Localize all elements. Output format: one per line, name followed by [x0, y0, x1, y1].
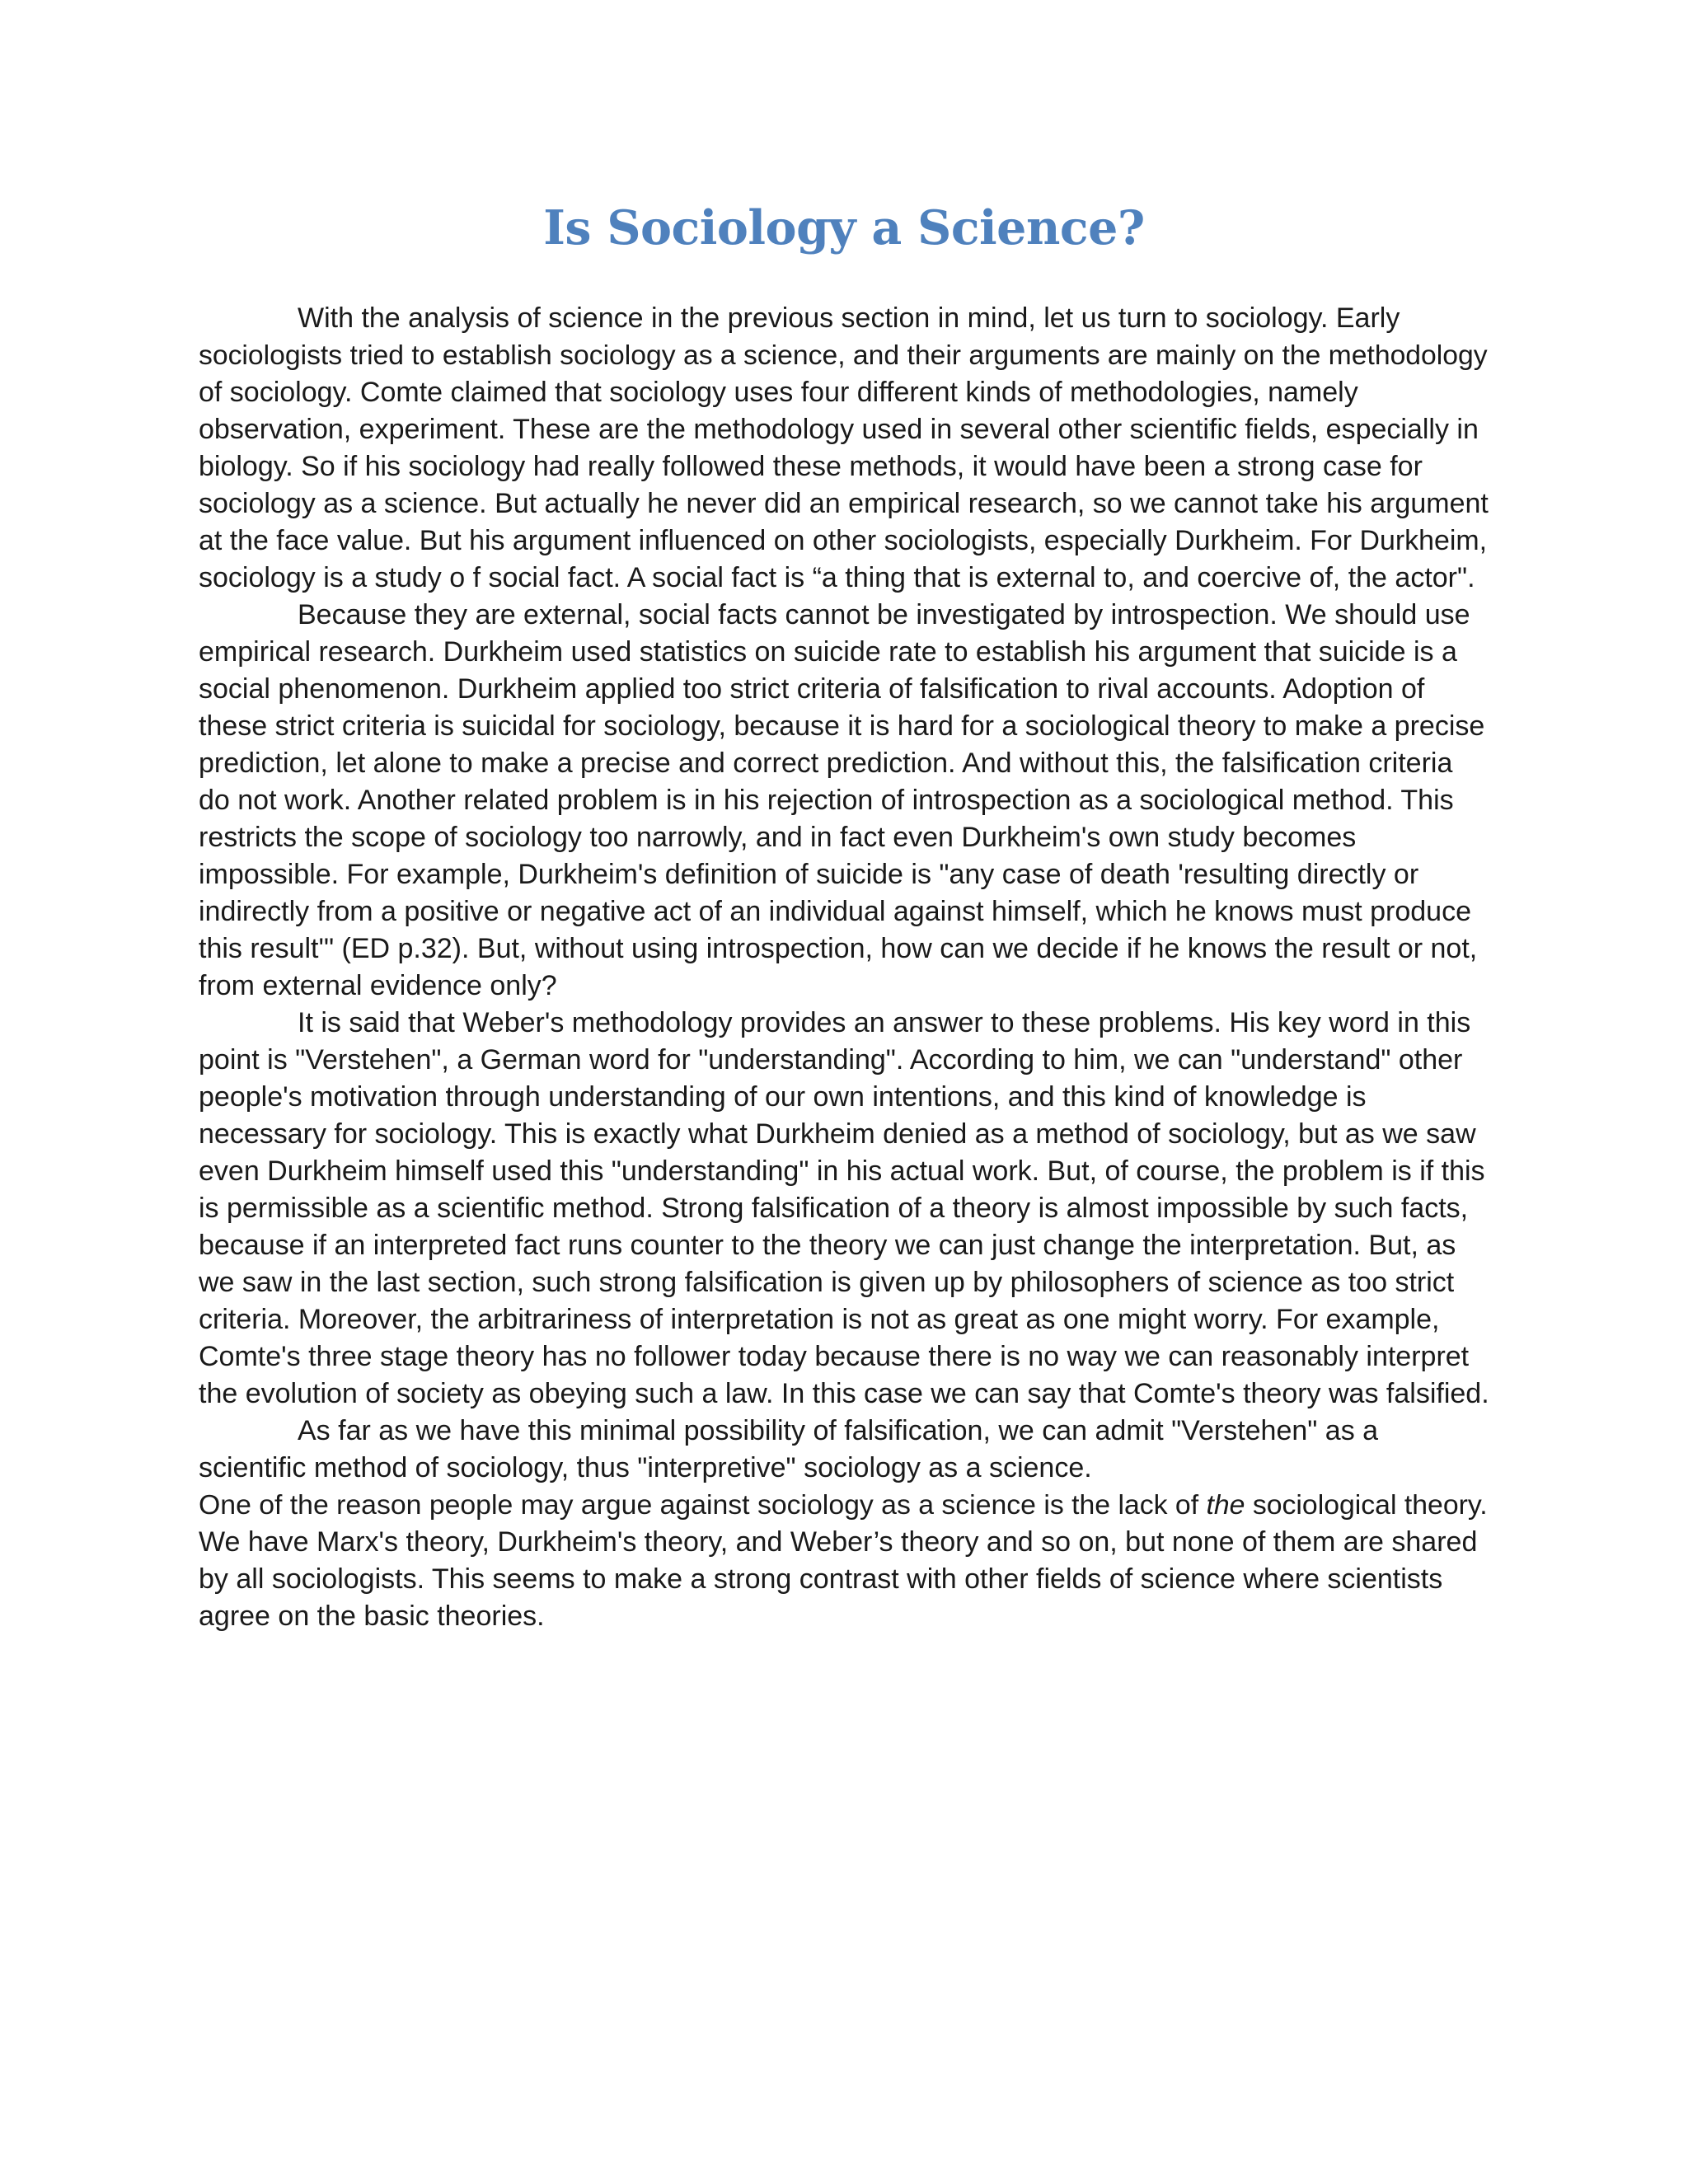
text-line: observation, experiment. These are the methodology used in several other scientific fields, especially in: [199, 414, 1479, 445]
text-line: we saw in the last section, such strong falsification is given up by philosophers of science as too strict: [199, 1267, 1455, 1298]
text-line: sociology as a science. But actually he never did an empirical research, so we cannot take his argument: [199, 488, 1489, 519]
text-line: indirectly from a positive or negative act of an individual against himself, which he knows must produce: [199, 896, 1471, 927]
paragraph-5: [199, 1487, 1489, 1635]
text-run: One of the reason people may argue against sociology as a science is the lack of: [199, 1489, 1207, 1521]
text-line: at the face value. But his argument influenced on other sociologists, especially Durkheim. For Durkheim,: [199, 525, 1488, 556]
text-line: point is "Verstehen", a German word for "understanding". According to him, we can "understand" other: [199, 1044, 1463, 1076]
text-line: As far as we have this minimal possibility of falsification, we can admit "Verstehen" as a: [298, 1415, 1379, 1446]
text-line: restricts the scope of sociology too narrowly, and in fact even Durkheim's own study becomes: [199, 822, 1357, 853]
text-line: sociologists tried to establish sociology as a science, and their arguments are mainly on the methodology: [199, 340, 1488, 371]
text-line: prediction, let alone to make a precise and correct prediction. And without this, the falsification criteria: [199, 748, 1453, 779]
paragraph-2: [199, 597, 1489, 1005]
document-body: [199, 300, 1489, 1635]
text-line: scientific method of sociology, thus "interpretive" sociology as a science.: [199, 1452, 1092, 1483]
page-title: Is Sociology a Science?: [543, 200, 1145, 255]
text-line: even Durkheim himself used this "understanding" in his actual work. But, of course, the problem is if this: [199, 1155, 1485, 1187]
paragraph-3: [199, 1005, 1489, 1413]
paragraph-4: [199, 1413, 1489, 1487]
text-run: sociological theory.: [1245, 1489, 1488, 1521]
italic-text: the: [1206, 1489, 1245, 1521]
text-line: these strict criteria is suicidal for sociology, because it is hard for a sociological theory to make a precise: [199, 710, 1485, 742]
paragraph-1: [199, 300, 1489, 597]
text-line: Because they are external, social facts cannot be investigated by introspection. We should use: [298, 599, 1470, 630]
text-line: this result'" (ED p.32). But, without using introspection, how can we decide if he knows the result or not,: [199, 933, 1478, 964]
text-line: of sociology. Comte claimed that sociology uses four different kinds of methodologies, namely: [199, 377, 1358, 408]
text-line: by all sociologists. This seems to make a strong contrast with other fields of science where scientists: [199, 1563, 1443, 1595]
text-line: criteria. Moreover, the arbitrariness of interpretation is not as great as one might worry. For example,: [199, 1304, 1440, 1335]
text-line: do not work. Another related problem is in his rejection of introspection as a sociological method. This: [199, 785, 1454, 816]
text-line: from external evidence only?: [199, 970, 557, 1001]
text-line: Comte's three stage theory has no follower today because there is no way we can reasonably interpret: [199, 1341, 1470, 1372]
text-line: social phenomenon. Durkheim applied too strict criteria of falsification to rival accounts. Adoption of: [199, 673, 1425, 705]
text-line: because if an interpreted fact runs counter to the theory we can just change the interpretation. But, as: [199, 1230, 1456, 1261]
text-line: necessary for sociology. This is exactly what Durkheim denied as a method of sociology, but as we saw: [199, 1118, 1476, 1150]
text-line: empirical research. Durkheim used statistics on suicide rate to establish his argument that suicide is a: [199, 636, 1457, 668]
text-line: agree on the basic theories.: [199, 1601, 545, 1632]
text-line: With the analysis of science in the previous section in mind, let us turn to sociology. Early: [298, 302, 1400, 334]
text-line: It is said that Weber's methodology provides an answer to these problems. His key word in this: [298, 1007, 1471, 1038]
text-line: sociology is a study o f social fact. A social fact is “a thing that is external to, and coercive of, the actor".: [199, 562, 1475, 593]
text-line: biology. So if his sociology had really followed these methods, it would have been a strong case for: [199, 451, 1423, 482]
text-line: the evolution of society as obeying such a law. In this case we can say that Comte's theory was falsified.: [199, 1378, 1489, 1409]
text-line: [199, 1487, 1489, 1524]
text-line: impossible. For example, Durkheim's definition of suicide is "any case of death 'resulting directly or: [199, 859, 1419, 890]
text-line: We have Marx's theory, Durkheim's theory, and Weber’s theory and so on, but none of them are shared: [199, 1526, 1478, 1558]
text-line: people's motivation through understanding of our own intentions, and this kind of knowledge is: [199, 1081, 1367, 1113]
text-line: is permissible as a scientific method. Strong falsification of a theory is almost impossible by such facts,: [199, 1193, 1469, 1224]
